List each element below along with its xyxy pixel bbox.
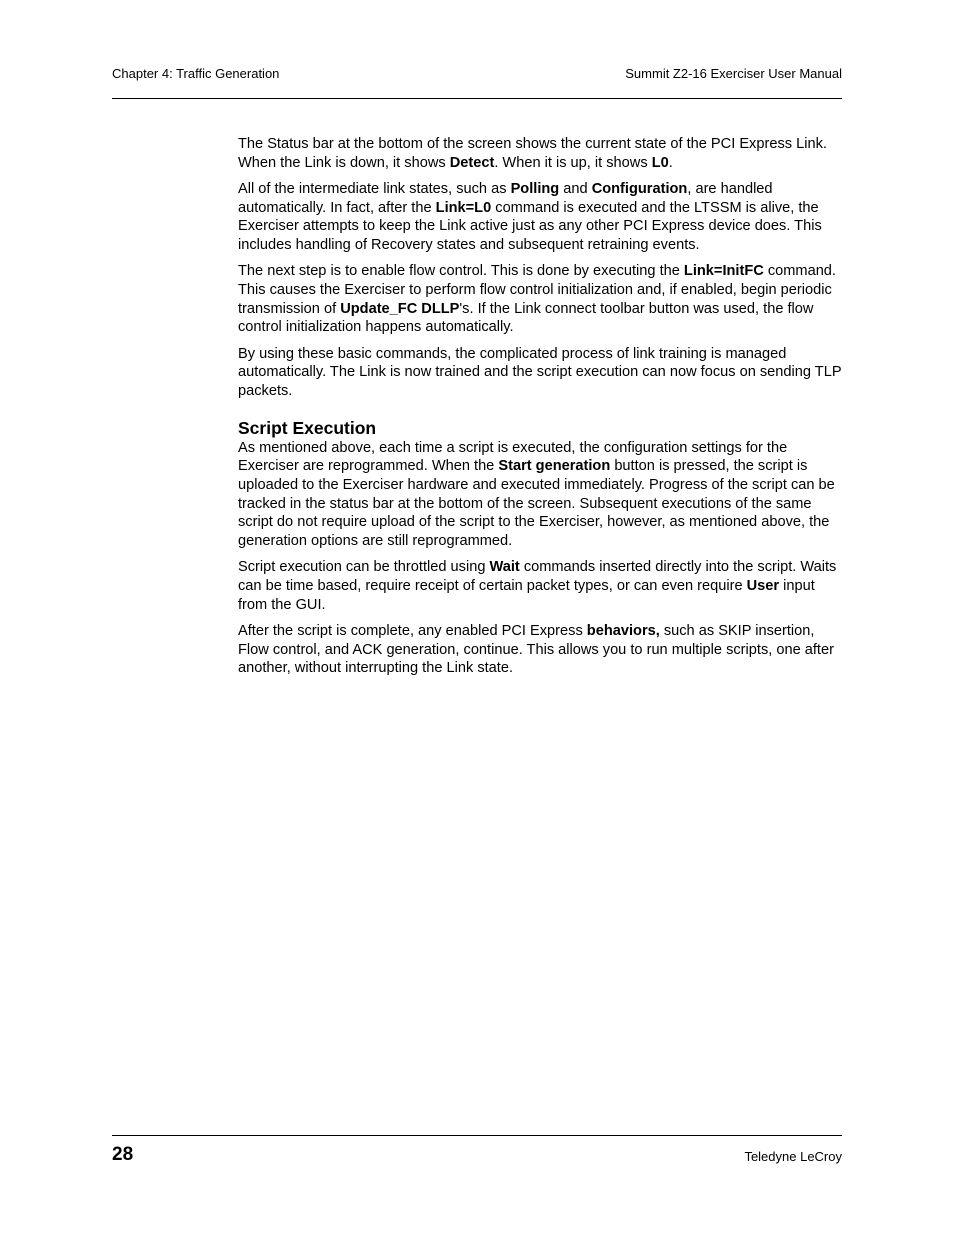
- paragraph-status-bar: The Status bar at the bottom of the screen shows the current state of the PCI Express Link. When the Link is down, it shows Detect. When it is up, it shows L0.: [238, 136, 827, 171]
- page-body: [238, 135, 842, 686]
- page-footer: [112, 1135, 842, 1176]
- company-name: Teledyne LeCroy: [744, 1149, 842, 1164]
- page-header: [112, 66, 842, 99]
- paragraph-link-states: All of the intermediate link states, such as Polling and Configuration, are handled automatically. In fact, after the Link=L0 command is executed and the LTSSM is alive, the Exerciser attempts to keep the Link active just as any other PCI Express device does. This includes handling of Recovery states and subsequent retraining events.: [238, 180, 822, 254]
- chapter-title: Chapter 4: Traffic Generation: [112, 66, 280, 81]
- paragraph-flow-control: The next step is to enable flow control. This is done by executing the Link=InitFC command. This causes the Exerciser to perform flow control initialization and, if enabled, begin periodic transmission of Update_FC DLLP's. If the Link connect toolbar button was used, the flow control initialization happens automatically.: [238, 263, 836, 336]
- paragraph-basic-commands: By using these basic commands, the complicated process of link training is managed automatically. The Link is now trained and the script execution can now focus on sending TLP packets.: [238, 345, 842, 399]
- paragraph-script-execution: As mentioned above, each time a script is executed, the configuration settings for the Exerciser are reprogrammed. When the Start generation button is pressed, the script is uploaded to the Exerciser hardware and executed immediately. Progress of the script can be tracked in the status bar at the bottom of the screen. Subsequent executions of the same script do not require upload of the script to the Exerciser, however, as mentioned above, the generation options are still reprogrammed.: [238, 439, 835, 550]
- paragraph-behaviors: After the script is complete, any enabled PCI Express behaviors, such as SKIP insertion, Flow control, and ACK generation, continue. This allows you to run multiple scripts, one after another, without interrupting the Link state.: [238, 622, 834, 677]
- section-heading: Script Execution: [238, 417, 377, 438]
- page-number: 28: [112, 1144, 134, 1165]
- paragraph-throttling: Script execution can be throttled using Wait commands inserted directly into the script. Waits can be time based, require receipt of certain packet types, or can even require User input from the GUI.: [238, 559, 837, 613]
- manual-title: Summit Z2-16 Exerciser User Manual: [625, 66, 842, 81]
